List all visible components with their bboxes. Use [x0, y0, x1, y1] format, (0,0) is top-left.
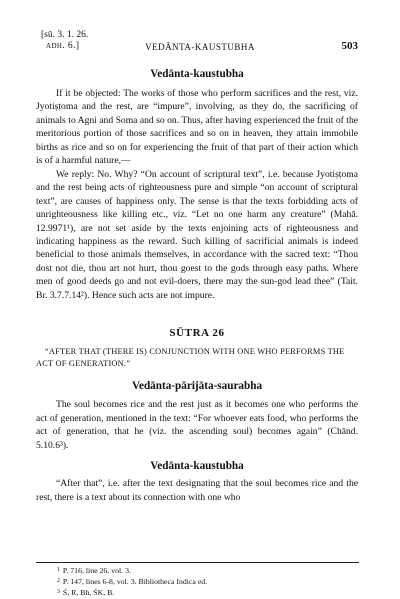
- sutra-title: SŪTRA 26: [169, 327, 225, 340]
- footnote-2: $^2$ P. 147, lines 6-8, vol. 3. Bibliotheca Indica ed.: [57, 577, 208, 586]
- header-adhikarana-ref: adh. 6.]: [46, 41, 80, 51]
- heading-parijata-saurabha: Vedānta-pārijāta-saurabha: [131, 380, 263, 393]
- footnote-3: $^3$ Ś, R, Bh, ŚK, B.: [57, 588, 115, 597]
- paragraph-kaustubha-continued: “After that”, i.e. after the text designating that the soul becomes rice and the rest, there is a text about its connection with one who: [36, 478, 358, 503]
- footnote-1: $^1$ P. 716, line 26, vol. 3.: [57, 566, 131, 575]
- running-title: VEDĀNTA-KAUSTUBHA: [145, 42, 255, 52]
- paragraph-parijata: The soul becomes rice and the rest just as it becomes one who performs the act of generation, mentioned in the text: “For whoever eats food, who performs the act of generation, that he (viz. the ascending soul) becomes again” (Chānd. 5.10.6³).: [36, 399, 358, 451]
- heading-vedanta-kaustubha: Vedānta-kaustubha: [150, 68, 244, 80]
- footnotes: [57, 565, 207, 598]
- header-sutra-ref: [sū. 3. 1. 26.: [41, 30, 89, 40]
- paragraph-objection: If it be objected: The works of those who perform sacrifices and the rest, viz. Jyotiṣṭoma and the rest, are “impure”, involving, as they do, the sacrificing of animals to Agni and Soma and so on. Thus, after having experienced the fruit of the meritorious portion of those sacrifices and so on in heaven, they attain immobile births as rice and so on for experiencing the fruit of that part of their action which is of a harmful nature,—: [36, 88, 358, 167]
- footnote-divider: [36, 562, 359, 563]
- heading-vedanta-kaustubha-2: Vedānta-kaustubha: [150, 460, 244, 473]
- sutra-text: “AFTER THAT (THERE IS) CONJUNCTION WITH ONE WHO PERFORMS THE ACT OF GENERATION.”: [36, 347, 345, 369]
- page-number: 503: [341, 40, 358, 52]
- paragraph-reply: We reply: No. Why? “On account of scriptural text”, i.e. because Jyotiṣṭoma and the rest being acts of righteousness pure and simple “on account of scriptural text”, are causes of happiness only. The sense is that the texts forbidding acts of unrighteousness like killing etc., viz. “Let no one harm any creature” (Mahā. 12.9971¹), are not set aside by the texts enjoining acts of righteousness and indicating happiness as the reward. Such killing of sacrificial animals is indeed beneficial to those animals themselves, in accordance with the sacred text: “Thou dost not die, thou art not hurt, thou goest to the gods through easy paths. Where men of good deeds go and not evil-doers, there may the sun-god lead thee” (Tait. Br. 3.7.7.14²). Hence such acts are not impure.: [36, 168, 358, 301]
- page-body: [36, 67, 358, 504]
